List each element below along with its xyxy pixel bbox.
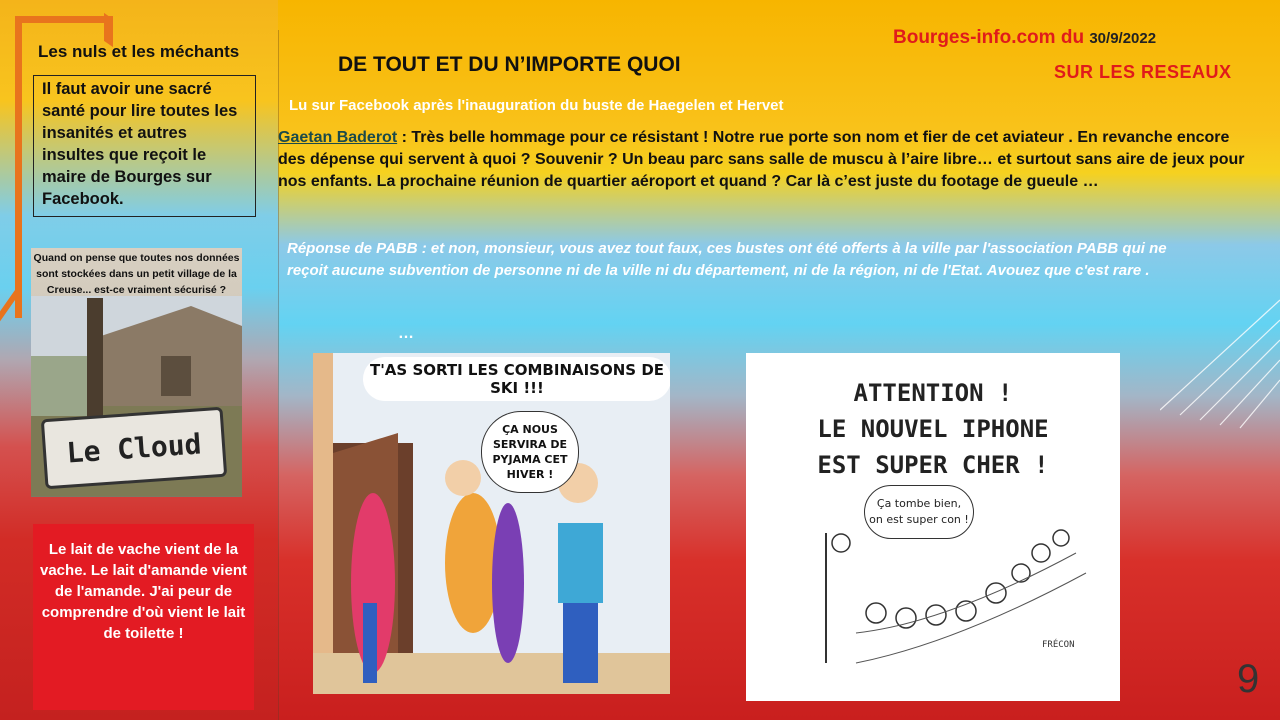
ski-cartoon-drawing: [313, 353, 670, 694]
iphone-cartoon-bubble: Ça tombe bien, on est super con !: [864, 485, 974, 539]
ellipsis: …: [398, 325, 414, 342]
page-title: DE TOUT ET DU N’IMPORTE QUOI: [338, 53, 681, 76]
decorative-stripes: [1160, 290, 1280, 430]
site-name: [893, 27, 1156, 49]
left-section-title: Les nuls et les méchants: [38, 42, 240, 61]
photo-caption: Quand on pense que toutes nos données sont stockées dans un petit village de la Creuse... est-ce vraiment sécurisé ?: [33, 252, 240, 296]
site-date: 30/9/2022: [1089, 30, 1157, 47]
iphone-cartoon-line-2: LE NOUVEL IPHONE: [817, 415, 1049, 443]
cartoon-signature: FRÉCON: [1042, 640, 1075, 650]
accent-bracket-top: [15, 16, 113, 23]
ski-cartoon-bubble: ÇA NOUS SERVIRA DE PYJAMA CET HIVER !: [481, 411, 579, 493]
comment-author-link[interactable]: Gaetan Baderot: [278, 129, 398, 146]
facebook-comment: [278, 127, 1248, 193]
ski-cartoon-top-bubble: T'AS SORTI LES COMBINAISONS DE SKI !!!: [363, 357, 670, 401]
comment-text: : Très belle hommage pour ce résistant ! Notre rue porte son nom et fier de cet aviateur . En revanche encore des dépense qui servent à quoi ? Souvenir ? Un beau parc sans salle de muscu à l’aire libre… et surtout sans aire de jeux pour nos enfants. La prochaine réunion de quartier aéroport et quand ? Car là c’est juste du footage de gueule …: [278, 129, 1245, 190]
le-cloud-photo: [31, 248, 242, 497]
milk-joke-card: Le lait de vache vient de la vache. Le lait d'amande vient de l'amande. J'ai peur de comprendre d'où vient le lait de toilette !: [33, 524, 254, 710]
ski-suit-cartoon: [313, 353, 670, 694]
le-cloud-sign: Le Cloud: [41, 407, 227, 490]
page-number: 9: [1237, 657, 1260, 701]
left-quote-box: Il faut avoir une sacré santé pour lire toutes les insanités et autres insultes que reçoit le maire de Bourges sur Facebook.: [33, 75, 256, 217]
queue-drawing: [746, 523, 1120, 701]
intro-line: Lu sur Facebook après l'inauguration du buste de Haegelen et Hervet: [289, 97, 784, 114]
iphone-cartoon-line-1: ATTENTION !: [853, 379, 1013, 407]
pabb-reply: Réponse de PABB : et non, monsieur, vous avez tout faux, ces bustes ont été offerts à la ville par l'association PABB qui ne reçoit aucune subvention de personne ni de la ville ni du département, ni de la région, ni de l'Etat. Avouez que c'est rare .: [287, 240, 1167, 279]
telegraph-pole: [87, 298, 103, 418]
iphone-cartoon: [746, 353, 1120, 701]
site-label: Bourges-info.com du: [893, 27, 1085, 48]
iphone-cartoon-line-3: EST SUPER CHER !: [817, 451, 1049, 479]
accent-bracket-side: [15, 16, 22, 318]
section-label: SUR LES RESEAUX: [1054, 62, 1232, 82]
